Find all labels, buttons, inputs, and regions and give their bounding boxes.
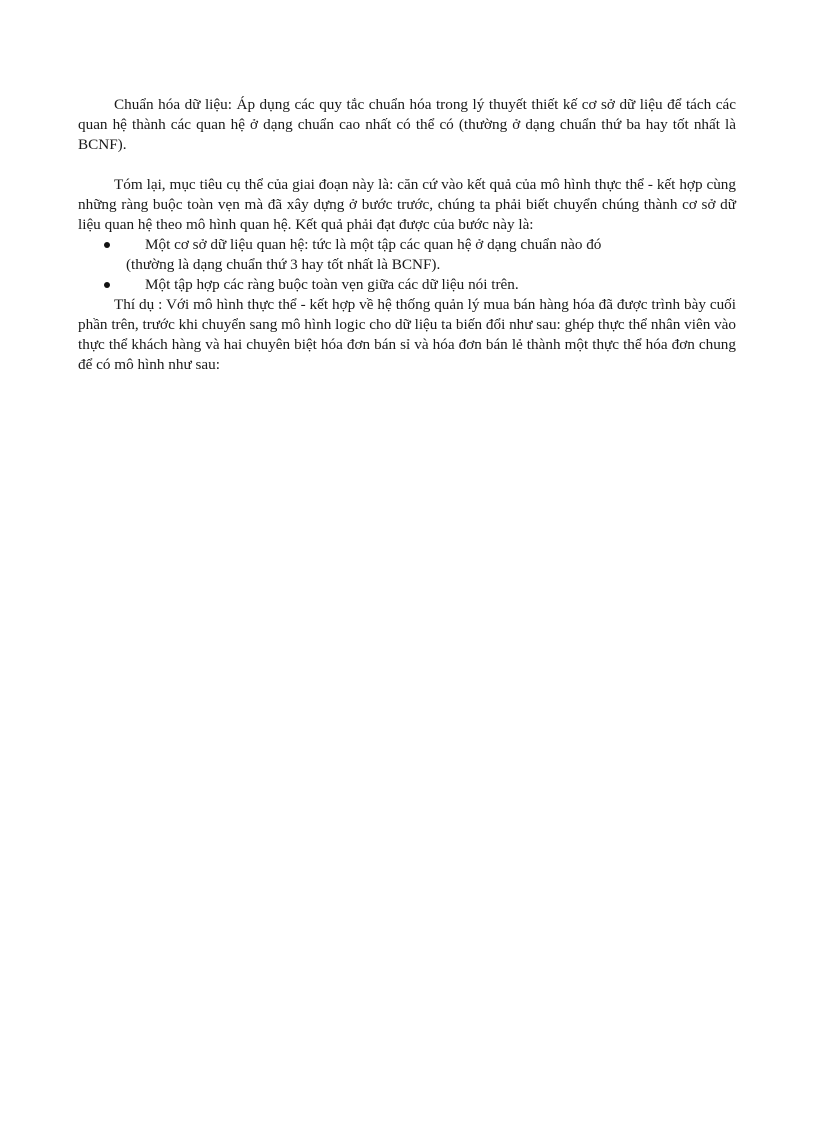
list-item <box>78 275 736 295</box>
bullet-icon <box>104 282 110 288</box>
list-item-text-continued: (thường là dạng chuẩn thứ 3 hay tốt nhất là BCNF). <box>126 256 441 273</box>
paragraph-summary: Tóm lại, mục tiêu cụ thể của giai đoạn này là: căn cứ vào kết quả của mô hình thực thể - kết hợp cùng những ràng buộc toàn vẹn mà đã xây dựng ở bước trước, chúng ta phải biết chuyển chúng thành cơ sở dữ liệu quan hệ theo mô hình quan hệ. Kết quả phải đạt được của bước này là: <box>78 176 736 233</box>
list-item <box>78 235 736 275</box>
paragraph-normalization: Chuẩn hóa dữ liệu: Áp dụng các quy tắc chuẩn hóa trong lý thuyết thiết kế cơ sở dữ liệu để tách các quan hệ thành các quan hệ ở dạng chuẩn cao nhất có thể có (thường ở dạng chuẩn thứ ba hay tốt nhất là BCNF). <box>78 96 736 153</box>
paragraph-example: Thí dụ : Với mô hình thực thể - kết hợp về hệ thống quản lý mua bán hàng hóa đã được trình bày cuối phần trên, trước khi chuyển sang mô hình logic cho dữ liệu ta biến đổi như sau: ghép thực thể nhân viên vào thực thể khách hàng và hai chuyên biệt hóa đơn bán sỉ và hóa đơn bán lẻ thành một thực thể hóa đơn chung để có mô hình như sau: <box>78 296 737 373</box>
document-page <box>78 95 736 375</box>
bullet-icon <box>104 242 110 248</box>
paragraph-gap <box>78 155 736 175</box>
result-list <box>78 235 736 295</box>
list-item-text: Một cơ sở dữ liệu quan hệ: tức là một tập các quan hệ ở dạng chuẩn nào đó <box>145 236 602 253</box>
list-item-text: Một tập hợp các ràng buộc toàn vẹn giữa các dữ liệu nói trên. <box>145 276 519 293</box>
